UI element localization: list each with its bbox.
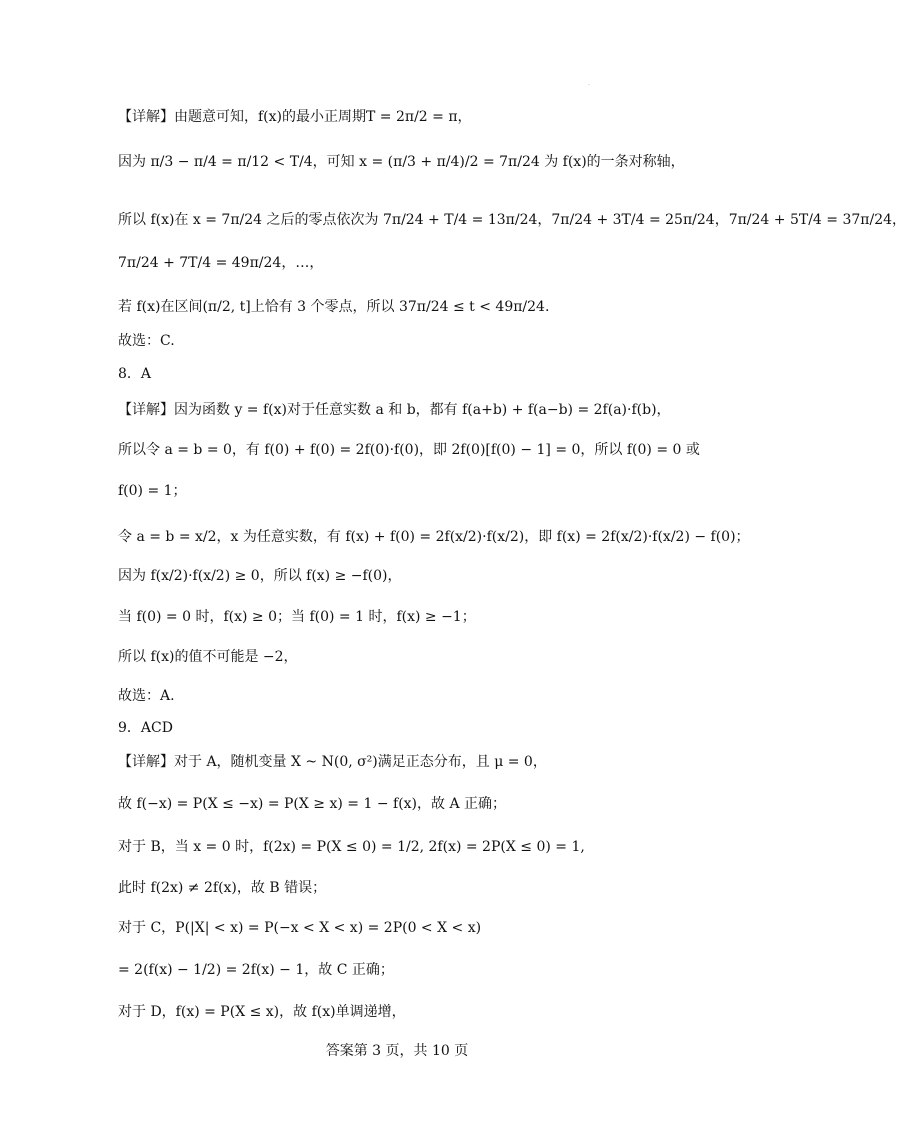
line-5: 若 f(x)在区间(π/2, t]上恰有 3 个零点，所以 37π/24 ≤ t < 49π/24. bbox=[118, 299, 550, 315]
line-1: 【详解】由题意可知，f(x)的最小正周期T = 2π/2 = π， bbox=[118, 109, 472, 125]
line-23: 对于 D，f(x) = P(X ≤ x)，故 f(x)单调递增， bbox=[118, 1004, 406, 1020]
line-10: f(0) = 1； bbox=[118, 483, 187, 499]
line-14: 所以 f(x)的值不可能是 −2， bbox=[118, 649, 298, 665]
line-21: 对于 C，P(|X| < x) = P(−x < X < x) = 2P(0 < X < x) bbox=[118, 920, 482, 936]
line-19: 对于 B，当 x = 0 时，f(2x) = P(X ≤ 0) = 1/2, 2f(x) = 2P(X ≤ 0) = 1, bbox=[118, 839, 585, 855]
page-footer: 答案第 3 页，共 10 页 bbox=[325, 1043, 469, 1059]
line-6: 故选：C. bbox=[118, 333, 175, 349]
line-3: 所以 f(x)在 x = 7π/24 之后的零点依次为 7π/24 + T/4 = 13π/24，7π/24 + 3T/4 = 25π/24，7π/24 + 5T/4 = 37π/24， bbox=[118, 212, 906, 228]
line-12: 因为 f(x/2)·f(x/2) ≥ 0，所以 f(x) ≥ −f(0)， bbox=[118, 568, 402, 584]
line-2: 因为 π/3 − π/4 = π/12 < T/4，可知 x = (π/3 + π/4)/2 = 7π/24 为 f(x)的一条对称轴， bbox=[118, 154, 685, 170]
line-13: 当 f(0) = 0 时，f(x) ≥ 0；当 f(0) = 1 时，f(x) ≥ −1； bbox=[118, 609, 476, 625]
line-15: 故选：A. bbox=[118, 688, 175, 704]
line-17: 【详解】对于 A，随机变量 X ~ N(0, σ²)满足正态分布，且 μ = 0， bbox=[118, 754, 547, 770]
line-20: 此时 f(2x) ≠ 2f(x)，故 B 错误； bbox=[118, 880, 327, 896]
line-4: 7π/24 + 7T/4 = 49π/24，…， bbox=[118, 255, 324, 271]
corner-mark: · bbox=[588, 82, 590, 89]
line-22: = 2(f(x) − 1/2) = 2f(x) − 1，故 C 正确； bbox=[118, 962, 394, 978]
line-11: 令 a = b = x/2，x 为任意实数，有 f(x) + f(0) = 2f(x/2)·f(x/2)，即 f(x) = 2f(x/2)·f(x/2) − f(0)； bbox=[118, 529, 750, 545]
line-9: 所以令 a = b = 0，有 f(0) + f(0) = 2f(0)·f(0)，即 2f(0)[f(0) − 1] = 0，所以 f(0) = 0 或 bbox=[118, 442, 700, 458]
problem-8-answer: 8．A bbox=[118, 366, 152, 382]
problem-9-answer: 9．ACD bbox=[118, 720, 173, 736]
line-8: 【详解】因为函数 y = f(x)对于任意实数 a 和 b，都有 f(a+b) + f(a−b) = 2f(a)·f(b)， bbox=[118, 402, 671, 418]
line-18: 故 f(−x) = P(X ≤ −x) = P(X ≥ x) = 1 − f(x)，故 A 正确； bbox=[118, 796, 507, 812]
